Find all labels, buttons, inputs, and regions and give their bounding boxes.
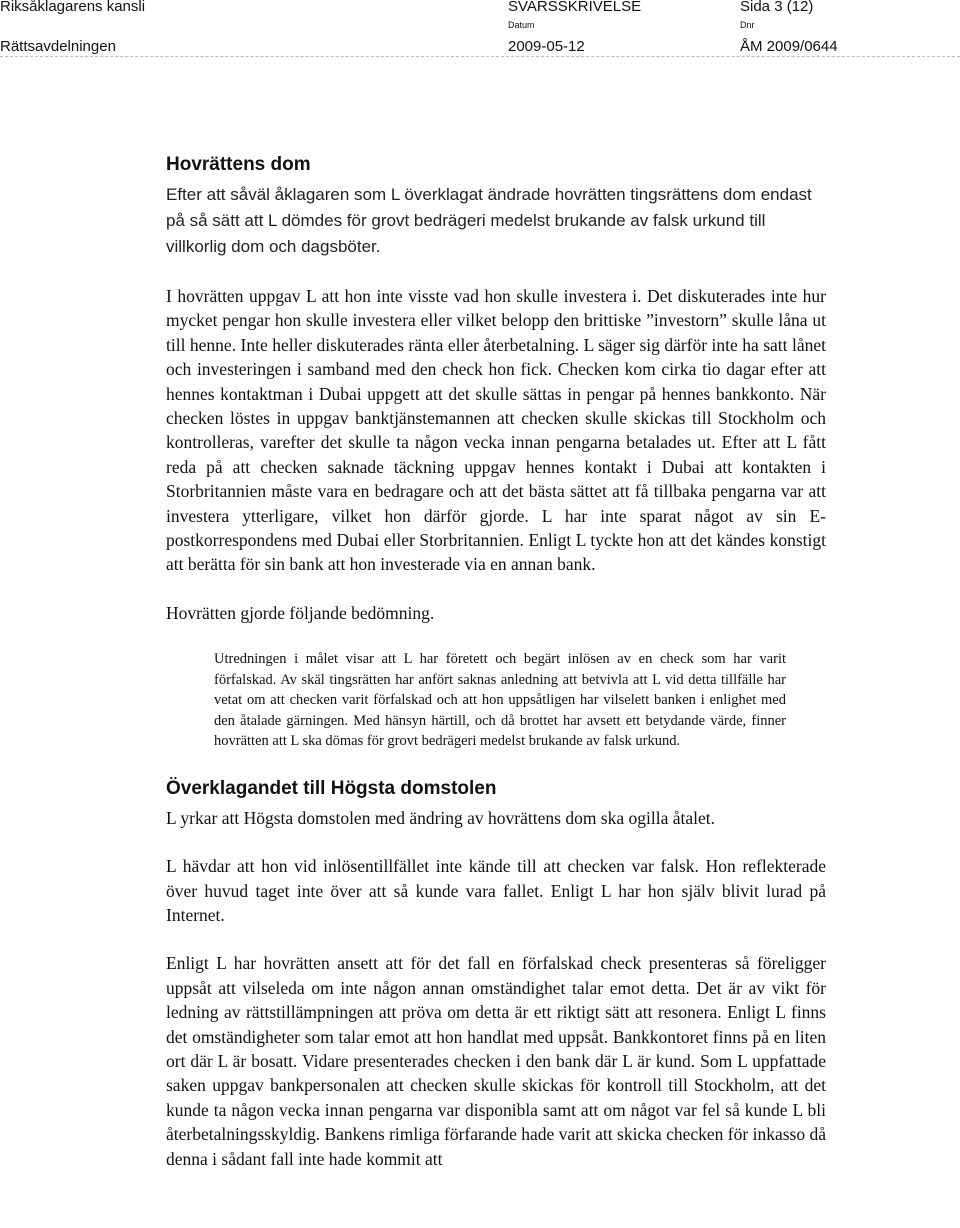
header-divider — [0, 56, 960, 57]
date-label: Datum — [508, 20, 535, 30]
org-department: Rättsavdelningen — [0, 38, 116, 55]
case-number-label: Dnr — [740, 20, 755, 30]
section-heading-overklagande: Överklagandet till Högsta domstolen — [166, 777, 497, 799]
paragraph-hovratt-intro: Efter att såväl åklagaren som L överklagat ändrade hovrätten tingsrättens dom endast på så sätt att L dömdes för grovt bedrägeri medelst brukande av falsk urkund till villkorlig dom och dagsböter. — [166, 185, 812, 256]
org-name: Riksåklagarens kansli — [0, 0, 146, 15]
date-value: 2009-05-12 — [508, 38, 585, 55]
paragraph-overklagande-1: L yrkar att Högsta domstolen med ändring av hovrättens dom ska ogilla åtalet. — [166, 807, 716, 828]
case-number-value: ÅM 2009/0644 — [740, 38, 838, 55]
paragraph-hovratt-1: I hovrätten uppgav L att hon inte visste vad hon skulle investera i. Det diskuterades inte hur mycket pengar hon skulle investera eller vilket belopp den brittiske ”investorn” skulle låna ut till henne. Inte heller diskuterades ränta eller återbetalning. L säger sig därför inte ha satt lånet och investeringen i samband med den check hon fick. Checken kom cirka tio dagar efter att hennes kontaktman i Dubai uppgett att det skulle sättas in pengar på hennes bankkonto. När checken löstes in uppgav banktjänstemannen att checken skulle skickas till Stockholm och kontrolleras, varefter det skulle ta någon vecka innan pengarna betalades ut. Efter att L fått reda på att checken saknade täckning uppgav hennes kontakt i Dubai att kontakten i Storbritannien måste vara en bedragare och att det bästa sättet att få tillbaka pengarna var att investera ytterligare, vilket hon därför gjorde. L har inte sparat något av sin E-postkorrespondens med Dubai eller Storbritannien. Enligt L tyckte hon att det kändes konstigt att berätta för sin bank att hon investerade via en annan bank. — [166, 286, 826, 575]
page-number: Sida 3 (12) — [740, 0, 814, 15]
paragraph-overklagande-3: Enligt L har hovrätten ansett att för det fall en förfalskad check presenteras så föreligger uppsåt att vilseleda om inte någon annan omständighet talar emot detta. Det är av vikt för ledning av rättstillämpningen att pröva om detta är ett riktigt sätt att resonera. Enligt L finns det omständigheter som talar emot att hon handlat med uppsåt. Bankkontoret finns på en liten ort där L är bosatt. Vidare presenterades checken i den bank där L är kund. Som L uppfattade saken uppgav bankpersonalen att checken skulle skickas för kontroll till Stockholm, att det kunde ta någon vecka innan pengarna var disponibla samt att om något var fel så kunde L bli återbetalningsskyldig. Bankens rimliga förfarande hade varit att skicka checken för inkasso då denna i sådant fall inte hade kommit att — [166, 953, 826, 1169]
section-heading-hovratt: Hovrättens dom — [166, 154, 311, 175]
court-assessment-quote: Utredningen i målet visar att L har företett och begärt inlösen av en check som har varit förfalskad. Av skäl tingsrätten har anfört saknas anledning att betvivla att L vid detta tillfälle har vetat om att checken varit förfalskad och att hon uppsåtligen har vilselett banken i enlighet med den åtalade gärningen. Med hänsyn härtill, och då brottet har avsett ett betydande värde, finner hovrätten att L ska dömas för grovt bedrägeri medelst brukande av falsk urkund. — [214, 651, 786, 750]
document-body — [166, 152, 826, 1195]
paragraph-overklagande-2: L hävdar att hon vid inlösentillfället inte kände till att checken var falsk. Hon reflekterade över huvud taget inte över att så kunde vara fallet. Enligt L har hon själv blivit lurad på Internet. — [166, 856, 826, 925]
document-type: SVARSSKRIVELSE — [508, 0, 642, 15]
paragraph-hovratt-2: Hovrätten gjorde följande bedömning. — [166, 602, 435, 623]
